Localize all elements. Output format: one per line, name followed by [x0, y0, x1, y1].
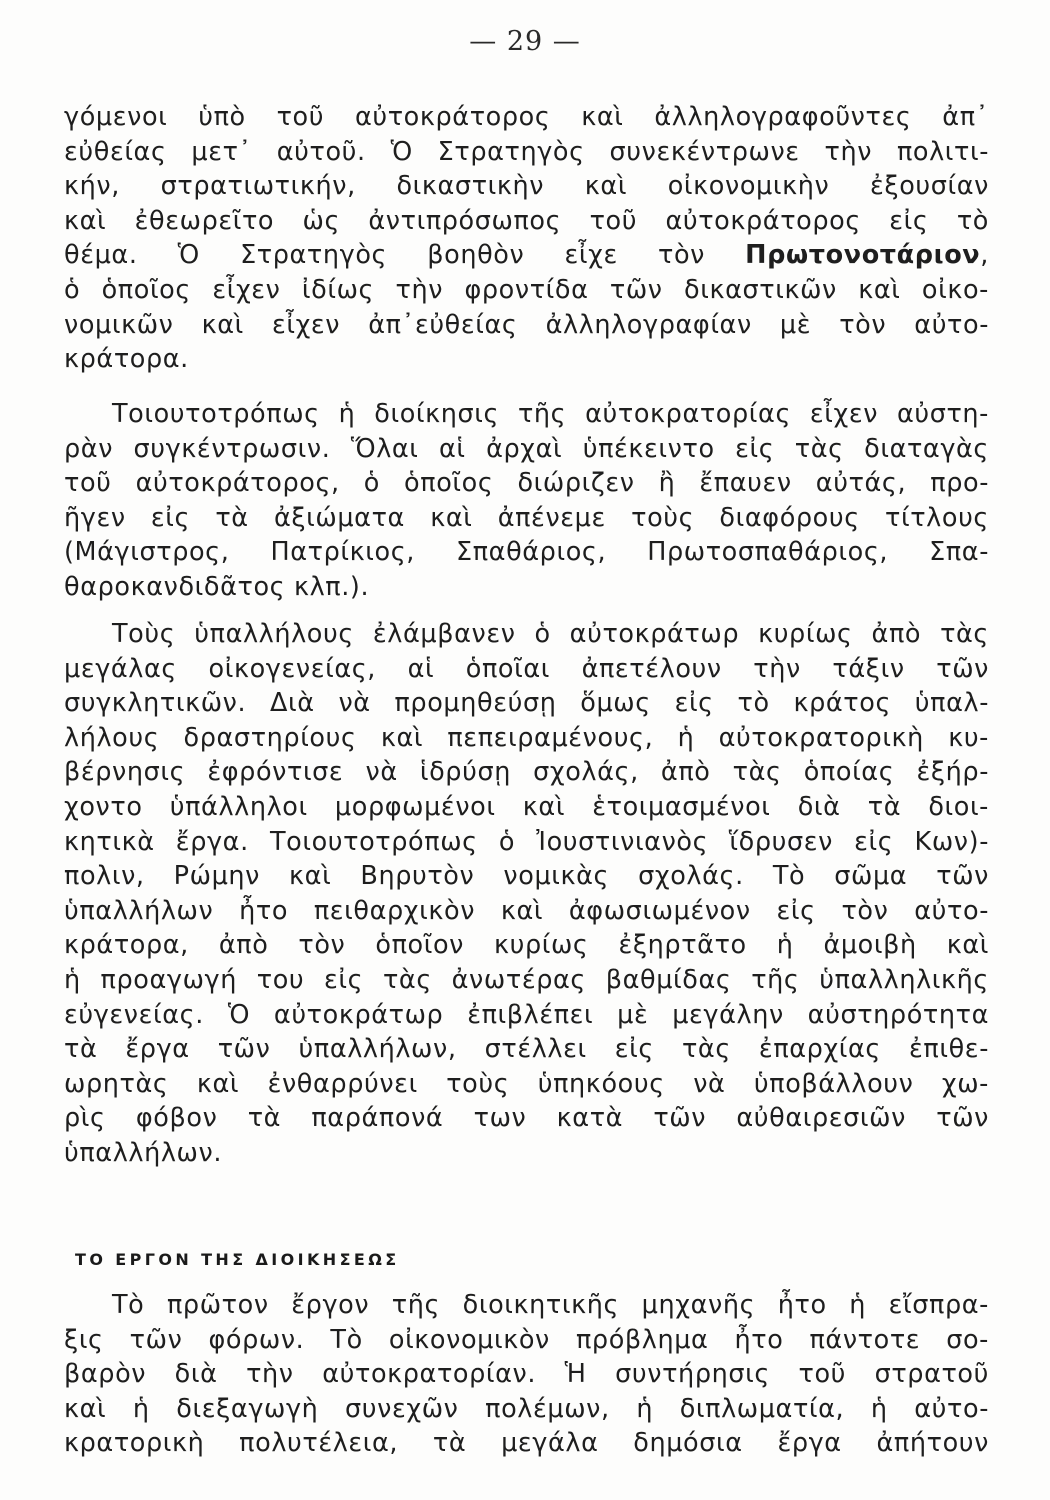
text-line: χοντο ὑπάλληλοι μορφωμένοι καὶ ἑτοιμασμένοι διὰ τὰ διοι-: [64, 791, 989, 822]
paragraph-centralization: [64, 397, 989, 605]
bold-term: Πρωτονοτάριον: [745, 240, 981, 271]
text-line: θαροκανδιδᾶτος κλπ.).: [64, 571, 370, 602]
text-line: (Μάγιστρος, Πατρίκιος, Σπαθάριος, Πρωτοσπαθάριος, Σπα-: [64, 537, 989, 568]
text-line: κράτορα.: [64, 344, 189, 375]
text-line: [64, 238, 989, 273]
text-line: ωρητὰς καὶ ἐνθαρρύνει τοὺς ὑπηκόους νὰ ὑποβάλλουν χω-: [64, 1068, 989, 1099]
text-line: νομικῶν καὶ εἶχεν ἀπ᾽εὐθείας ἀλληλογραφίαν μὲ τὸν αὐτο-: [64, 309, 989, 340]
text-line: λήλους δραστηρίους καὶ πεπειραμένους, ἡ αὐτοκρατορικὴ κυ-: [64, 722, 989, 753]
text-line: ρὶς φόβον τὰ παράπονά των κατὰ τῶν αὐθαιρεσιῶν τῶν: [64, 1103, 989, 1134]
text-fragment: θέμα. Ὁ Στρατηγὸς βοηθὸν εἶχε τὸν: [64, 240, 746, 271]
text-line: τοῦ αὐτοκράτορος, ὁ ὁποῖος διώριζεν ἢ ἔπαυεν αὐτάς, προ-: [64, 468, 989, 499]
paragraph-tax-collection: [64, 1288, 989, 1461]
text-line: ρὰν συγκέντρωσιν. Ὅλαι αἱ ἀρχαὶ ὑπέκειντο εἰς τὰς διαταγὰς: [64, 433, 989, 464]
text-line: ῆγεν εἰς τὰ ἀξιώματα καὶ ἀπένεμε τοὺς διαφόρους τίτλους: [64, 502, 989, 533]
text-line: εὐθείας μετ᾽ αὐτοῦ. Ὁ Στρατηγὸς συνεκέντρωνε τὴν πολιτι-: [64, 136, 989, 167]
text-line: τὰ ἔργα τῶν ὑπαλλήλων, στέλλει εἰς τὰς ἐπαρχίας ἐπιθε-: [64, 1034, 989, 1065]
section-heading: ΤΟ ΕΡΓΟΝ ΤΗΣ ΔΙΟΙΚΗΣΕΩΣ: [75, 1250, 400, 1269]
text-line: Τοιουτοτρόπως ἡ διοίκησις τῆς αὐτοκρατορίας εἶχεν αὐστη-: [112, 399, 989, 429]
text-line: βαρὸν διὰ τὴν αὐτοκρατορίαν. Ἡ συντήρησις τοῦ στρατοῦ: [64, 1359, 989, 1390]
text-line: ὑπαλλήλων.: [64, 1137, 223, 1168]
text-line: Τοὺς ὑπαλλήλους ἐλάμβανεν ὁ αὐτοκράτωρ κυρίως ἀπὸ τὰς: [112, 619, 989, 649]
text-line: ἡ προαγωγή του εἰς τὰς ἀνωτέρας βαθμίδας τῆς ὑπαλληλικῆς: [64, 964, 989, 995]
text-line: βέρνησις ἐφρόντισε νὰ ἱδρύσῃ σχολάς, ἀπὸ τὰς ὁποίας ἐξήρ-: [64, 757, 989, 788]
text-fragment: ,: [980, 240, 989, 271]
text-line: ὁ ὁποῖος εἶχεν ἰδίως τὴν φροντίδα τῶν δικαστικῶν καὶ οἰκο-: [64, 274, 989, 305]
text-line: ξις τῶν φόρων. Τὸ οἰκονομικὸν πρόβλημα ἦτο πάντοτε σο-: [64, 1324, 989, 1355]
text-line: μεγάλας οἰκογενείας, αἱ ὁποῖαι ἀπετέλουν τὴν τάξιν τῶν: [64, 653, 989, 684]
text-line: γόμενοι ὑπὸ τοῦ αὐτοκράτορος καὶ ἀλληλογραφοῦντες ἀπ᾽: [64, 102, 989, 132]
text-line: καὶ ἐθεωρεῖτο ὡς ἀντιπρόσωπος τοῦ αὐτοκράτορος εἰς τὸ: [64, 205, 989, 236]
paragraph-officials: [64, 617, 989, 1171]
text-line: κράτορα, ἀπὸ τὸν ὁποῖον κυρίως ἐξηρτᾶτο ἡ ἀμοιβὴ καὶ: [64, 930, 989, 961]
text-line: ὑπαλλήλων ἦτο πειθαρχικὸν καὶ ἀφωσιωμένον εἰς τὸν αὐτο-: [64, 895, 989, 926]
text-line: κητικὰ ἔργα. Τοιουτοτρόπως ὁ Ἰουστινιανὸς ἵδρυσεν εἰς Κων)-: [64, 826, 989, 857]
text-line: πολιν, Ρώμην καὶ Βηρυτὸν νομικὰς σχολάς. Τὸ σῶμα τῶν: [64, 861, 989, 892]
text-line: κήν, στρατιωτικήν, δικαστικὴν καὶ οἰκονομικὴν ἐξουσίαν: [64, 171, 989, 202]
text-line: Τὸ πρῶτον ἔργον τῆς διοικητικῆς μηχανῆς ἦτο ἡ εἴσπρα-: [112, 1290, 989, 1320]
text-line: κρατορικὴ πολυτέλεια, τὰ μεγάλα δημόσια ἔργα ἀπήτουν: [64, 1428, 989, 1459]
text-line: εὐγενείας. Ὁ αὐτοκράτωρ ἐπιβλέπει μὲ μεγάλην αὐστηρότητα: [64, 999, 989, 1030]
text-line: καὶ ἡ διεξαγωγὴ συνεχῶν πολέμων, ἡ διπλωματία, ἡ αὐτο-: [64, 1393, 989, 1424]
page-number: — 29 —: [469, 26, 581, 57]
text-line: συγκλητικῶν. Διὰ νὰ προμηθεύσῃ ὅμως εἰς τὸ κράτος ὑπαλ-: [64, 688, 989, 719]
paragraph-strategos: [64, 100, 989, 377]
